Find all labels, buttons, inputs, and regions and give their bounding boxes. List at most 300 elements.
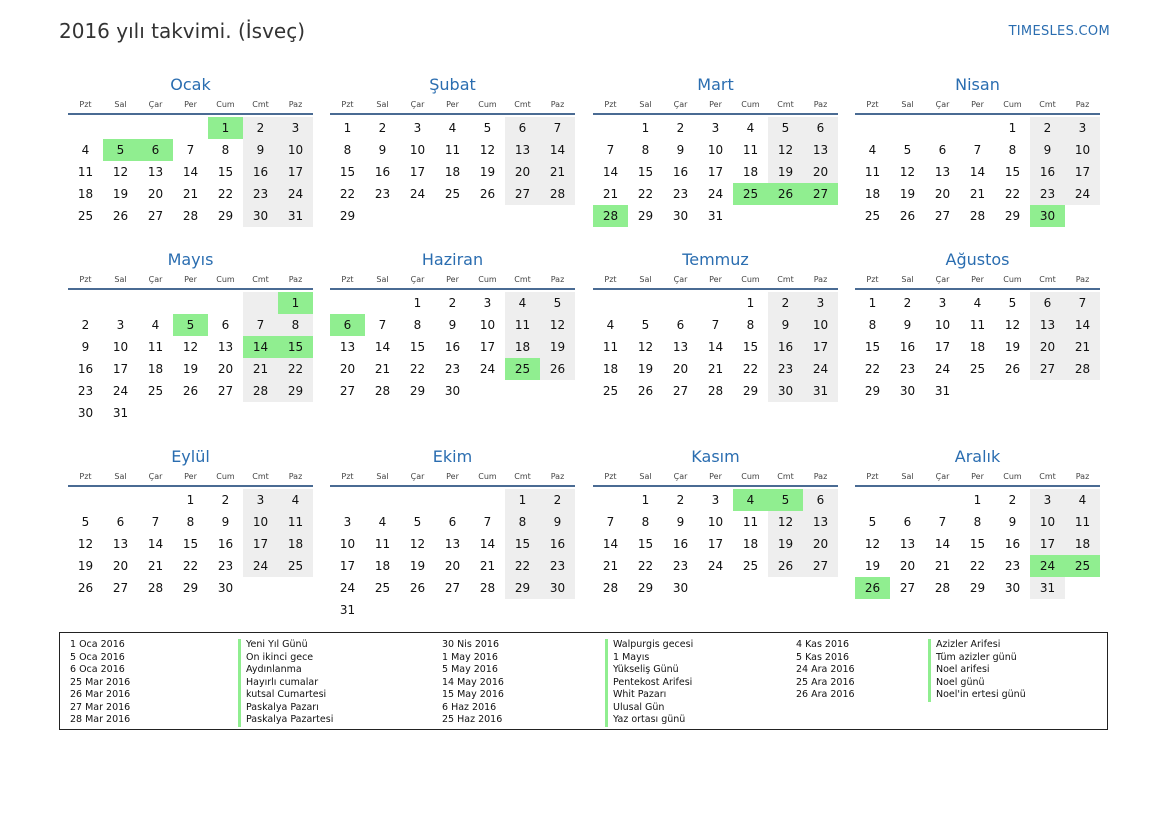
day-cell: 8 — [505, 511, 540, 533]
weekday-label: Cum — [741, 275, 760, 284]
day-cell: 2 — [221, 493, 230, 507]
month-name: Eylül — [171, 447, 210, 466]
day-cell: 15 — [409, 340, 426, 354]
day-cell: 31 — [803, 380, 838, 402]
day-cell: 10 — [479, 318, 496, 332]
month-name: Şubat — [429, 75, 476, 94]
day-cell: 6 — [116, 515, 125, 529]
day-cell: 25 — [77, 209, 94, 223]
day-cell: 26 — [768, 555, 803, 577]
weekday-header — [68, 469, 313, 487]
day-cell: 13 — [339, 340, 356, 354]
day-cell: 10 — [339, 537, 356, 551]
weekday-label: Cmt — [777, 472, 794, 481]
day-cell: 12 — [768, 511, 803, 533]
legend-holiday-name: Hayırlı cumalar — [238, 677, 333, 690]
day-cell: 5 — [903, 143, 912, 157]
day-cell: 29 — [278, 380, 313, 402]
holiday-day-cell: 26 — [855, 577, 890, 599]
day-cell: 20 — [803, 161, 838, 183]
day-cell: 14 — [1065, 314, 1100, 336]
day-cell: 23 — [1030, 183, 1065, 205]
day-cell: 11 — [1065, 511, 1100, 533]
weekday-label: Cum — [741, 100, 760, 109]
day-cell: 10 — [707, 515, 724, 529]
day-cell: 7 — [711, 318, 720, 332]
day-cell: 7 — [483, 515, 492, 529]
day-cell: 19 — [182, 362, 199, 376]
weekday-label: Çar — [935, 472, 950, 481]
day-cell: 13 — [899, 537, 916, 551]
weekday-label: Çar — [148, 275, 163, 284]
day-cell: 9 — [243, 139, 278, 161]
day-cell: 9 — [221, 515, 230, 529]
day-cell: 30 — [540, 577, 575, 599]
day-cell: 10 — [707, 143, 724, 157]
weekday-label: Pzt — [341, 100, 354, 109]
day-grid — [330, 487, 575, 621]
weekday-label: Paz — [813, 275, 828, 284]
empty-cell — [365, 292, 400, 314]
day-cell: 15 — [742, 340, 759, 354]
empty-cell — [435, 489, 470, 511]
legend-holiday-name: Paskalya Pazartesi — [238, 714, 333, 727]
day-cell: 22 — [637, 187, 654, 201]
legend-date: 30 Nis 2016 — [442, 639, 499, 650]
day-cell: 10 — [243, 511, 278, 533]
weekday-label: Cum — [478, 472, 497, 481]
day-cell: 29 — [217, 209, 234, 223]
legend-holiday-name: On ikinci gece — [238, 652, 333, 665]
legend-date-column — [70, 639, 130, 727]
day-cell: 19 — [479, 165, 496, 179]
month-block — [855, 248, 1100, 402]
day-cell: 12 — [899, 165, 916, 179]
day-cell: 10 — [278, 139, 313, 161]
day-cell: 16 — [374, 165, 391, 179]
month-block — [330, 248, 575, 402]
day-cell: 31 — [934, 384, 951, 398]
weekday-label: Paz — [813, 472, 828, 481]
legend-date: 4 Kas 2016 — [796, 639, 850, 650]
day-cell: 11 — [864, 165, 881, 179]
day-cell: 24 — [707, 559, 724, 573]
weekday-label: Cum — [1003, 472, 1022, 481]
weekday-label: Cum — [216, 275, 235, 284]
empty-cell — [365, 489, 400, 511]
legend-holiday-name: Aydınlanma — [238, 664, 333, 677]
day-cell: 19 — [899, 187, 916, 201]
day-cell: 24 — [479, 362, 496, 376]
legend-date: 14 May 2016 — [442, 676, 504, 688]
day-cell: 23 — [672, 559, 689, 573]
day-cell: 13 — [934, 165, 951, 179]
weekday-label: Pzt — [866, 100, 879, 109]
day-cell: 23 — [243, 183, 278, 205]
empty-cell — [138, 117, 173, 139]
weekday-label: Cmt — [514, 275, 531, 284]
weekday-label: Per — [446, 472, 459, 481]
empty-cell — [628, 292, 663, 314]
legend-date: 5 Oca 2016 — [70, 651, 125, 663]
day-cell: 11 — [742, 515, 759, 529]
day-cell: 31 — [1030, 577, 1065, 599]
empty-cell — [890, 489, 925, 511]
legend-date: 26 Mar 2016 — [70, 689, 131, 700]
day-cell: 11 — [147, 340, 164, 354]
month-name: Haziran — [421, 250, 484, 269]
month-name: Ocak — [170, 75, 211, 94]
weekday-header — [330, 469, 575, 487]
month-name: Mayıs — [167, 250, 214, 269]
day-cell: 15 — [1004, 165, 1021, 179]
day-cell: 7 — [243, 314, 278, 336]
day-cell: 30 — [672, 581, 689, 595]
weekday-label: Per — [971, 472, 984, 481]
month-name: Aralık — [954, 447, 1001, 466]
day-cell: 8 — [221, 143, 230, 157]
day-cell: 4 — [746, 121, 755, 135]
weekday-label: Per — [971, 275, 984, 284]
day-cell: 25 — [147, 384, 164, 398]
day-cell: 14 — [602, 165, 619, 179]
day-cell: 31 — [707, 209, 724, 223]
day-cell: 17 — [112, 362, 129, 376]
day-cell: 17 — [803, 336, 838, 358]
day-cell: 6 — [676, 318, 685, 332]
day-cell: 27 — [147, 209, 164, 223]
month-block — [68, 445, 313, 599]
weekday-label: Cum — [216, 100, 235, 109]
day-cell: 18 — [77, 187, 94, 201]
empty-cell — [330, 489, 365, 511]
day-cell: 13 — [217, 340, 234, 354]
day-cell: 27 — [505, 183, 540, 205]
holiday-day-cell: 6 — [330, 314, 365, 336]
legend-holiday-name: Noel'in ertesi günü — [928, 689, 1026, 702]
day-cell: 13 — [444, 537, 461, 551]
day-cell: 15 — [637, 165, 654, 179]
day-cell: 4 — [505, 292, 540, 314]
legend-date: 6 Haz 2016 — [442, 701, 497, 713]
day-cell: 4 — [606, 318, 615, 332]
weekday-label: Cmt — [777, 275, 794, 284]
empty-cell — [890, 117, 925, 139]
day-cell: 3 — [711, 121, 720, 135]
legend-holiday-name: Pentekost Arifesi — [605, 677, 693, 690]
day-cell: 28 — [707, 384, 724, 398]
day-cell: 19 — [409, 559, 426, 573]
day-cell: 15 — [505, 533, 540, 555]
day-cell: 2 — [243, 117, 278, 139]
empty-cell — [593, 292, 628, 314]
weekday-label: Cmt — [514, 472, 531, 481]
day-cell: 18 — [742, 165, 759, 179]
day-cell: 8 — [186, 515, 195, 529]
day-cell: 28 — [602, 581, 619, 595]
day-cell: 21 — [602, 559, 619, 573]
day-cell: 18 — [742, 537, 759, 551]
day-grid — [855, 487, 1100, 599]
legend-date: 26 Ara 2016 — [796, 689, 855, 700]
day-cell: 21 — [969, 187, 986, 201]
day-cell: 17 — [1065, 161, 1100, 183]
weekday-label: Paz — [550, 275, 565, 284]
day-cell: 3 — [343, 515, 352, 529]
day-cell: 28 — [1065, 358, 1100, 380]
weekday-label: Paz — [1075, 275, 1090, 284]
day-cell: 18 — [602, 362, 619, 376]
day-cell: 23 — [374, 187, 391, 201]
day-cell: 1 — [868, 296, 877, 310]
day-cell: 8 — [1008, 143, 1017, 157]
day-cell: 22 — [278, 358, 313, 380]
legend-holiday-name: 1 Mayıs — [605, 652, 693, 665]
empty-cell — [103, 117, 138, 139]
day-cell: 28 — [934, 581, 951, 595]
day-cell: 27 — [803, 555, 838, 577]
day-cell: 9 — [676, 515, 685, 529]
holiday-day-cell: 26 — [768, 183, 803, 205]
day-cell: 9 — [903, 318, 912, 332]
day-cell: 1 — [343, 121, 352, 135]
day-cell: 16 — [540, 533, 575, 555]
day-cell: 23 — [444, 362, 461, 376]
day-cell: 22 — [409, 362, 426, 376]
holiday-day-cell: 5 — [173, 314, 208, 336]
day-cell: 12 — [182, 340, 199, 354]
day-cell: 26 — [540, 358, 575, 380]
day-cell: 16 — [243, 161, 278, 183]
weekday-header — [68, 272, 313, 290]
empty-cell — [855, 489, 890, 511]
day-cell: 29 — [864, 384, 881, 398]
day-cell: 12 — [409, 537, 426, 551]
day-cell: 17 — [707, 165, 724, 179]
weekday-label: Çar — [673, 472, 688, 481]
empty-cell — [925, 489, 960, 511]
day-cell: 26 — [182, 384, 199, 398]
legend-holiday-name: Yükseliş Günü — [605, 664, 693, 677]
weekday-header — [855, 469, 1100, 487]
day-cell: 15 — [637, 537, 654, 551]
day-cell: 1 — [186, 493, 195, 507]
weekday-header — [593, 97, 838, 115]
weekday-label: Cmt — [514, 100, 531, 109]
month-block — [593, 73, 838, 227]
day-grid — [593, 290, 838, 402]
day-cell: 28 — [147, 581, 164, 595]
day-cell: 6 — [903, 515, 912, 529]
day-cell: 8 — [973, 515, 982, 529]
day-cell: 20 — [217, 362, 234, 376]
day-cell: 6 — [938, 143, 947, 157]
day-cell: 9 — [1030, 139, 1065, 161]
legend-date: 15 May 2016 — [442, 689, 504, 700]
weekday-label: Cum — [478, 100, 497, 109]
day-cell: 21 — [182, 187, 199, 201]
site-link[interactable]: TIMESLES.COM — [1008, 24, 1110, 39]
weekday-label: Cum — [741, 472, 760, 481]
day-cell: 16 — [217, 537, 234, 551]
day-cell: 24 — [243, 555, 278, 577]
weekday-label: Sal — [639, 100, 652, 109]
day-cell: 2 — [448, 296, 457, 310]
day-grid — [855, 115, 1100, 227]
month-block — [593, 445, 838, 599]
day-cell: 3 — [243, 489, 278, 511]
weekday-label: Paz — [288, 100, 303, 109]
day-cell: 26 — [112, 209, 129, 223]
day-cell: 7 — [186, 143, 195, 157]
day-cell: 3 — [1065, 117, 1100, 139]
month-name: Temmuz — [682, 250, 749, 269]
legend-date: 27 Mar 2016 — [70, 701, 131, 713]
day-cell: 18 — [969, 340, 986, 354]
day-cell: 25 — [374, 581, 391, 595]
day-cell: 3 — [278, 117, 313, 139]
day-cell: 19 — [768, 161, 803, 183]
day-cell: 30 — [217, 581, 234, 595]
weekday-label: Cum — [1003, 100, 1022, 109]
legend-date: 28 Mar 2016 — [70, 714, 131, 725]
day-cell: 24 — [707, 187, 724, 201]
weekday-label: Çar — [935, 100, 950, 109]
holiday-day-cell: 5 — [103, 139, 138, 161]
empty-cell — [698, 292, 733, 314]
day-cell: 18 — [444, 165, 461, 179]
holiday-day-cell: 25 — [733, 183, 768, 205]
day-cell: 16 — [444, 340, 461, 354]
month-block — [855, 445, 1100, 599]
weekday-label: Pzt — [604, 275, 617, 284]
holiday-day-cell: 30 — [1030, 205, 1065, 227]
weekday-label: Per — [709, 275, 722, 284]
day-cell: 2 — [768, 292, 803, 314]
legend-date-column — [796, 639, 855, 702]
weekday-label: Çar — [410, 472, 425, 481]
month-name: Nisan — [955, 75, 1000, 94]
day-cell: 2 — [378, 121, 387, 135]
empty-cell — [593, 117, 628, 139]
day-cell: 16 — [77, 362, 94, 376]
weekday-label: Paz — [288, 275, 303, 284]
day-cell: 18 — [505, 336, 540, 358]
month-block — [593, 248, 838, 402]
day-cell: 12 — [112, 165, 129, 179]
day-cell: 29 — [637, 581, 654, 595]
day-cell: 10 — [934, 318, 951, 332]
day-cell: 22 — [505, 555, 540, 577]
day-cell: 18 — [1065, 533, 1100, 555]
weekday-label: Pzt — [866, 472, 879, 481]
day-cell: 15 — [217, 165, 234, 179]
day-cell: 17 — [707, 537, 724, 551]
weekday-header — [593, 272, 838, 290]
day-cell: 16 — [768, 336, 803, 358]
day-cell: 11 — [374, 537, 391, 551]
day-cell: 17 — [339, 559, 356, 573]
month-block — [330, 445, 575, 621]
day-cell: 28 — [243, 380, 278, 402]
day-cell: 7 — [378, 318, 387, 332]
weekday-label: Cmt — [252, 275, 269, 284]
day-cell: 13 — [803, 511, 838, 533]
day-cell: 28 — [182, 209, 199, 223]
day-cell: 8 — [413, 318, 422, 332]
weekday-label: Sal — [114, 472, 127, 481]
day-cell: 21 — [243, 358, 278, 380]
day-grid — [68, 290, 313, 424]
day-cell: 4 — [81, 143, 90, 157]
day-cell: 26 — [1004, 362, 1021, 376]
day-cell: 23 — [1004, 559, 1021, 573]
empty-cell — [330, 292, 365, 314]
weekday-label: Paz — [288, 472, 303, 481]
day-cell: 18 — [864, 187, 881, 201]
day-cell: 16 — [672, 165, 689, 179]
day-cell: 30 — [1004, 581, 1021, 595]
day-cell: 19 — [540, 336, 575, 358]
legend-date: 5 Kas 2016 — [796, 651, 850, 663]
weekday-label: Per — [446, 100, 459, 109]
day-cell: 27 — [217, 384, 234, 398]
legend-holiday-name: Tüm azizler günü — [928, 652, 1026, 665]
day-cell: 24 — [1065, 183, 1100, 205]
day-cell: 19 — [112, 187, 129, 201]
weekday-label: Pzt — [79, 100, 92, 109]
weekday-label: Sal — [639, 472, 652, 481]
day-cell: 15 — [969, 537, 986, 551]
day-cell: 17 — [409, 165, 426, 179]
day-cell: 20 — [147, 187, 164, 201]
day-cell: 20 — [339, 362, 356, 376]
day-cell: 22 — [1004, 187, 1021, 201]
day-cell: 6 — [1030, 292, 1065, 314]
empty-cell — [470, 489, 505, 511]
day-cell: 22 — [339, 187, 356, 201]
legend-name-column — [238, 639, 333, 727]
day-cell: 21 — [147, 559, 164, 573]
legend-date: 25 Haz 2016 — [442, 714, 503, 725]
weekday-header — [593, 469, 838, 487]
day-cell: 13 — [505, 139, 540, 161]
day-cell: 11 — [969, 318, 986, 332]
day-cell: 24 — [803, 358, 838, 380]
day-cell: 8 — [641, 515, 650, 529]
day-cell: 6 — [803, 117, 838, 139]
day-cell: 14 — [182, 165, 199, 179]
day-cell: 12 — [1004, 318, 1021, 332]
weekday-label: Pzt — [341, 275, 354, 284]
day-cell: 11 — [742, 143, 759, 157]
empty-cell — [855, 117, 890, 139]
day-cell: 17 — [243, 533, 278, 555]
day-cell: 23 — [899, 362, 916, 376]
day-cell: 17 — [934, 340, 951, 354]
day-cell: 4 — [151, 318, 160, 332]
holiday-day-cell: 6 — [138, 139, 173, 161]
weekday-label: Paz — [813, 100, 828, 109]
day-cell: 19 — [768, 533, 803, 555]
day-cell: 4 — [868, 143, 877, 157]
day-cell: 28 — [479, 581, 496, 595]
legend-date: 25 Mar 2016 — [70, 676, 131, 688]
weekday-label: Çar — [935, 275, 950, 284]
holiday-day-cell: 1 — [208, 117, 243, 139]
weekday-label: Sal — [901, 275, 914, 284]
day-cell: 9 — [540, 511, 575, 533]
